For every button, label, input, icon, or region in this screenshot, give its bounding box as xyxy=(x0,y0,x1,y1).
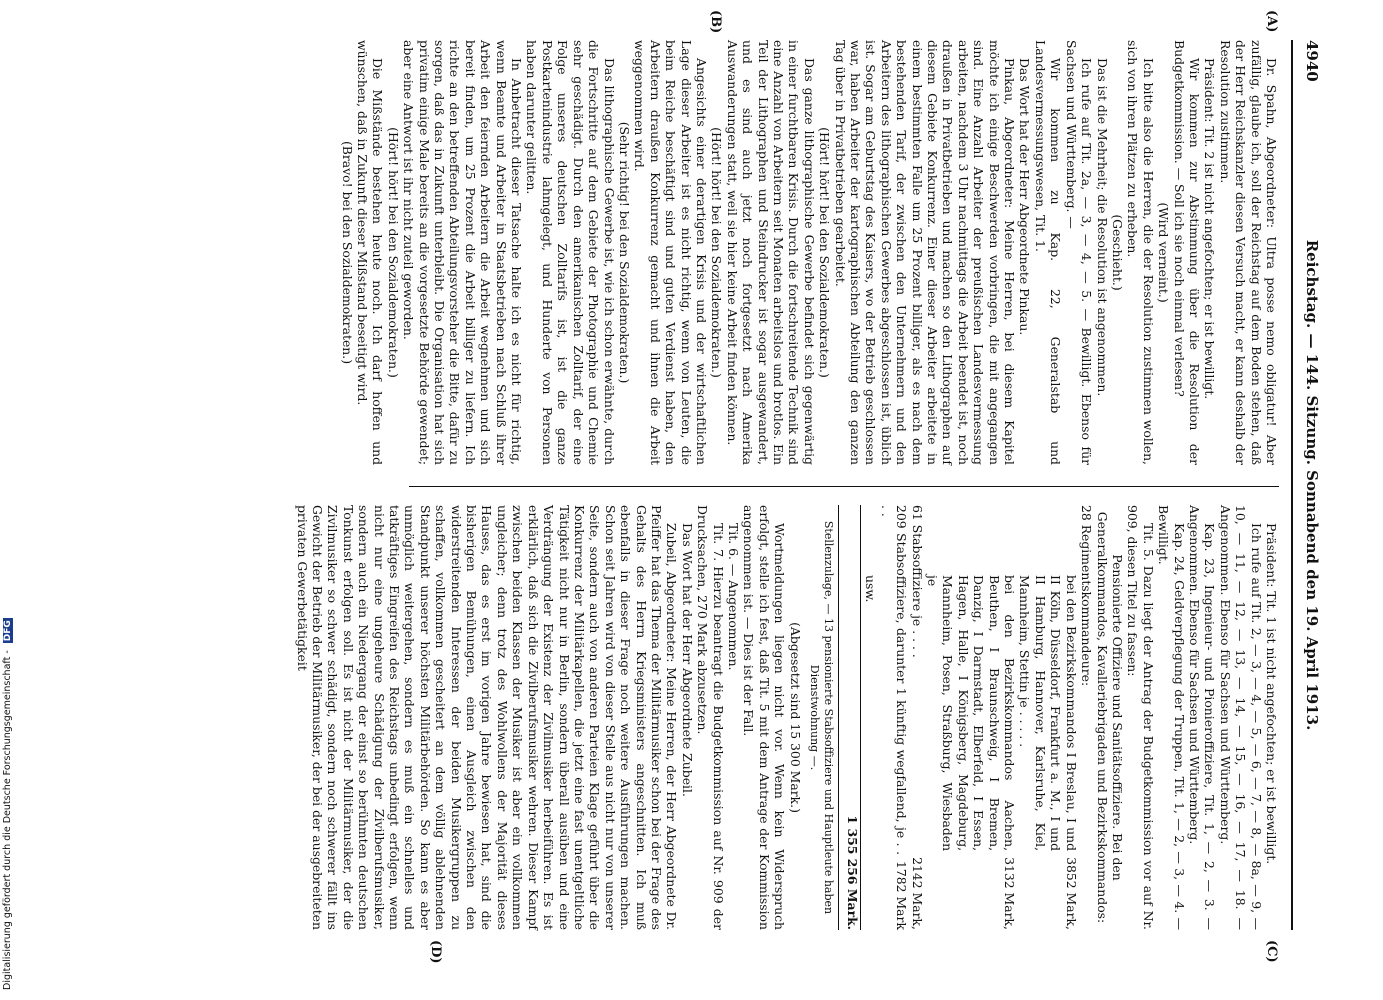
paragraph: Ich rufe auf Tit. 2a, — 3, — 4, — 5. — Bewilligt. Ebenso für Sachsen und Württemberg. — xyxy=(1063,40,1095,465)
paragraph: Tit. 7. Hierzu beantragt die Budgetkommission auf Nr. 909 der Drucksachen, 270 Mark abzusetzen. xyxy=(695,505,726,930)
credit-text: Digitalisierung gefördert durch die Deutsche Forschungsgemeinschaft - xyxy=(2,650,13,990)
table-total: 1 355 256 Mark. xyxy=(845,505,861,930)
table-row xyxy=(925,505,1017,930)
paragraph: Das Wort hat der Herr Abgeordnete Zubeil. xyxy=(679,523,695,797)
paragraph: Die Mißstände bestehen heute noch. Ich darf hoffen und wünschen, daß in Zukunft dieser Mißstand beseitigt wird. xyxy=(355,40,386,465)
paragraph: Präsident: Tit. 2 ist nicht angefochten; er ist bewilligt. xyxy=(1202,58,1218,400)
paragraph: Das lithographische Gewerbe ist, wie ich schon erwähnte, durch die Fortschritte auf dem Gebiete der Photographie und Chemie sehr geschädigt. Durch den amerikanischen Zolltarif, der eine Folge unseres deutschen Zolltarifs ist, ist die ganze Postkartenindustrie lahmgelegt, und Hunderte von Personen haben darunter gelitten. xyxy=(524,40,617,465)
page-content xyxy=(23,10,1323,964)
budget-table xyxy=(807,505,1095,930)
table-row-label: bei den Bezirkskommandos Aachen, Beuthen, I Braunschweig, I Bremen, Danzig, I Darmstadt, Elberfeld, I Essen, Hagen, Halle, I Königsberg, Magdeburg, Mannheim, Posen, Straßburg, Wiesbaden je xyxy=(925,575,1018,852)
paragraph: In Anbetracht dieser Tatsache halte ich es nicht für richtig, wenn Beamte und Arbeiter in Staatsbetrieben nach Schluß ihrer Arbeit den feiernden Arbeitern die Arbeit wegnehmen und sich bereit finden, um 25 Prozent die Arbeit billiger zu liefern. Ich richte an den betreffenden Abteilungsvorsteher die Bitte, dafür zu sorgen, daß das in Zukunft unterbleibt. Die Organisation hat sich privatim einige Male bereits an die vorgesetzte Behörde gewendet; aber eine Antwort ist ihr nicht zuteil geworden. xyxy=(401,40,525,465)
interjection: (Sehr richtig! bei den Sozialdemokraten.) xyxy=(616,121,632,384)
table-note: Stellenzulage, — 13 pensionierte Stabsoffiziere und Hauptleute haben Dienstwohnung —. xyxy=(807,505,839,930)
page-number: 4940 xyxy=(1303,40,1321,82)
table-row-label: bei den Bezirkskommandos I Breslau, I und II Köln, Düsseldorf, Frankfurt a. M., I und II Hamburg, Hannover, Karlsruhe, Kiel, Mannheim, Stettin je . . . . . xyxy=(1017,575,1079,852)
interjection: (Hört! hört! bei den Sozialdemokraten.) xyxy=(709,127,725,378)
interjection: (Bravo! bei den Sozialdemokraten.) xyxy=(339,140,355,365)
paragraph: Pensionierte Offiziere und Sanitätsoffiziere. Bei den Generalkommandos, Kavalleriebrigaden und Bezirkskommandos: xyxy=(1094,511,1125,924)
paragraph: Kap. 23, Ingenieur- und Pionieroffiziere, Tit. 1, — 2, — 3. — Angenommen. Ebenso für Sachsen und Württemberg. xyxy=(1186,505,1218,930)
table-row-amount: 1782 Mark xyxy=(894,861,910,930)
table-row-label: 61 Stabsoffiziere je . . . . xyxy=(909,505,925,658)
page-header xyxy=(1297,40,1323,930)
column-divider xyxy=(409,486,1279,487)
interjection: (Geschieht.) xyxy=(1109,214,1125,291)
paragraph: Tit. 6. — Angenommen. xyxy=(726,523,741,671)
table-row-label: 209 Stabsoffiziere, darunter 1 künftig wegfallend, je . . . . xyxy=(878,505,910,856)
interjection: (Wird verneint.) xyxy=(1156,202,1172,303)
paragraph: Das Wort hat der Herr Abgeordnete Pinkau. xyxy=(1017,58,1033,336)
paragraph: Ich bitte also die Herren, die der Resolution zustimmen wollen, sich von ihren Plätzen zu erheben. xyxy=(1125,40,1156,465)
dfg-logo: DFG xyxy=(3,620,13,642)
paragraph: Das ganze lithographische Gewerbe befindet sich gegenwärtig in einer furchtbaren Krisis. Durch die fortschreitende Technik sind eine Anzahl von Arbeitern seit Monaten arbeitslos und brotlos. Ein Teil der Lithographen und Steindrucker ist sogar ausgewandert, und es sind auch jetzt noch fortgesetzt nach Amerika Auswanderungen statt, weil sie hier keine Arbeit finden können. xyxy=(724,40,817,465)
paragraph: Wir kommen zu Kap. 22, Generalstab und Landesvermessungswesen, Tit. 1. xyxy=(1032,40,1064,465)
table-row-amount: 3852 Mark, xyxy=(1063,857,1079,930)
paragraph: Angesichts einer derartigen Krisis und der wirtschaftlichen Lage dieser Arbeiter ist es nicht richtig, wenn von Leuten, die beim Reiche beschäftigt sind und guten Verdienst haben, den Arbeitern draußen Konkurrenz gemacht und ihnen die Arbeit weggenommen wird. xyxy=(632,40,709,465)
paragraph: Kap. 24, Geldverpflegung der Truppen, Tit. 1, — 2, — 3, — 4. — Bewilligt. xyxy=(1156,505,1187,930)
paragraph: Zubeil, Abgeordneter: Meine Herren, der Herr Abgeordnete Dr. Pfeiffer hat das Thema der Militärmusiker schon bei der Frage des Gehalts des Herrn Kriegsministers angeschnitten. Ich muß ebenfalls in dieser Frage noch weitere Ausführungen machen. Schon seit Jahren wird von dieser Stelle aus nicht nur von unserer Seite, sondern auch von anderen Parteien Klage geführt über die Konkurrenz der Militärkapellen, die jetzt eine fast unentgeltliche Tätigkeit nicht nur in Berlin, sondern überall ausüben und eine Verdrängung der Existenz der Zivilmusiker herbeiführen. Es ist erklärlich, daß sich die Zivilberufsmusiker wehren. Dieser Kampf zwischen beiden Klassen der Musiker ist aber ein vollkommen ungleicher; denn trotz des Wohlwollens der Majorität dieses Hauses, das es erst im vorigen Jahre bewiesen hat, sind die bisherigen Bemühungen, einen Ausgleich zwischen den widerstreitenden Interessen der beiden Musikergruppen zu schaffen, vollkommen gescheitert an dem völlig ablehnenden Standpunkt unserer höchsten Militärbehörden. So kann es aber unmöglich weitergehen, sondern es muß ein schnelles und tatkräftiges Eingreifen des Reichstags unbedingt erfolgen, wenn nicht nur eine ungeheure Schädigung der Zivilberufsmusiker, sondern auch ein Niedergang der einst so berühmten deutschen Tonkunst erfolgen soll. Es ist nicht der Militärmusiker, der die Zivilmusiker so schwer schädigt, sondern noch schwerer fällt ins Gewicht der Betrieb der Militärmusiker, der bei der ausgebreiteten privaten Gewerbetätigkeit xyxy=(294,505,680,930)
digitization-credit xyxy=(2,0,16,990)
left-column xyxy=(339,40,1279,465)
margin-mark-a: (A) xyxy=(1264,10,1279,33)
paragraph: Das ist die Mehrheit; die Resolution ist angenommen. xyxy=(1094,58,1110,397)
margin-mark-b: (B) xyxy=(708,10,723,34)
page-title: Reichstag. — 144. Sitzung. Sonnabend den 19. April 1913. xyxy=(1303,239,1321,731)
right-column xyxy=(294,505,1279,930)
paragraph: Ich rufe auf Tit. 2, — 3, — 4, — 5, — 6, — 7, — 8, — 8a, — 9, — 10, — 11, — 12, — 13, — 14, — 15, — 16, — 17, — 18. — Angenommen. Ebenso für Sachsen und Württemberg. xyxy=(1217,505,1264,930)
margin-mark-d: (D) xyxy=(428,940,443,964)
interjection: (Abgesetzt sind 15 300 Mark.) xyxy=(787,622,803,813)
interjection: (Hört! hört! bei den Sozialdemokraten.) xyxy=(817,127,833,378)
table-row-label: usw. xyxy=(863,575,879,603)
paragraph: Tit. 5. Dazu liegt der Antrag der Budgetkommission vor auf Nr. 909, diesen Titel zu fassen: xyxy=(1125,505,1156,930)
paragraph: Dr. Spahn, Abgeordneter: Ultra posse nemo obligatur! Aber zufällig, glaube ich, soll der Reichstag auf dem Boden stehen, daß der Herr Reichskanzler diesen Versuch macht, er kann deshalb der Resolution zustimmen. xyxy=(1217,40,1279,465)
table-intro: 28 Regimentskommandeure: xyxy=(1079,505,1095,687)
paragraph: Pinkau, Abgeordneter: Meine Herren, bei diesem Kapitel möchte ich einige Beschwerden vorbringen, die mit angegangen sind. Eine Anzahl Arbeiter der preußischen Landesvermessung arbeiten, nachdem 3 Uhr nachmittags die Arbeit beendet ist, noch draußen in Privatbetrieben und machen so den Lithographen auf diesem Gebiete Konkurrenz. Einer dieser Arbeiter arbeitete in einem bestimmten Falle um 25 Prozent billiger, als es nach dem bestehenden Tarif, der zwischen den Unternehmern und den Arbeitern des lithographischen Gewerbes abgeschlossen ist, üblich ist. Sogar am Geburtstag des Kaisers, wo der Betrieb geschlossen war, haben Arbeiter der kartographischen Abteilung den ganzen Tag über in Privatbetrieben gearbeitet. xyxy=(832,40,1018,465)
paragraph: Wortmeldungen liegen nicht vor. Wenn kein Widerspruch erfolgt, stelle ich fest, daß Tit. 5 mit dem Antrage der Kommission angenommen ist. — Dies ist der Fall. xyxy=(741,505,788,930)
margin-mark-c: (C) xyxy=(1264,940,1279,963)
table-row xyxy=(878,505,909,930)
header-rule xyxy=(1291,40,1293,930)
table-row xyxy=(1017,505,1079,930)
paragraph: Präsident: Tit. 1 ist nicht angefochten; er ist bewilligt. xyxy=(1264,523,1279,865)
paragraph: Wir kommen zur Abstimmung über die Resolution der Budgetkommission. — Soll ich sie noch einmal verlesen? xyxy=(1171,40,1202,465)
table-row-amount: 2142 Mark, xyxy=(909,857,925,930)
table-row xyxy=(909,505,924,930)
interjection: (Hört! hört! bei den Sozialdemokraten.) xyxy=(385,127,401,378)
table-row-amount: 3132 Mark, xyxy=(1002,857,1018,930)
